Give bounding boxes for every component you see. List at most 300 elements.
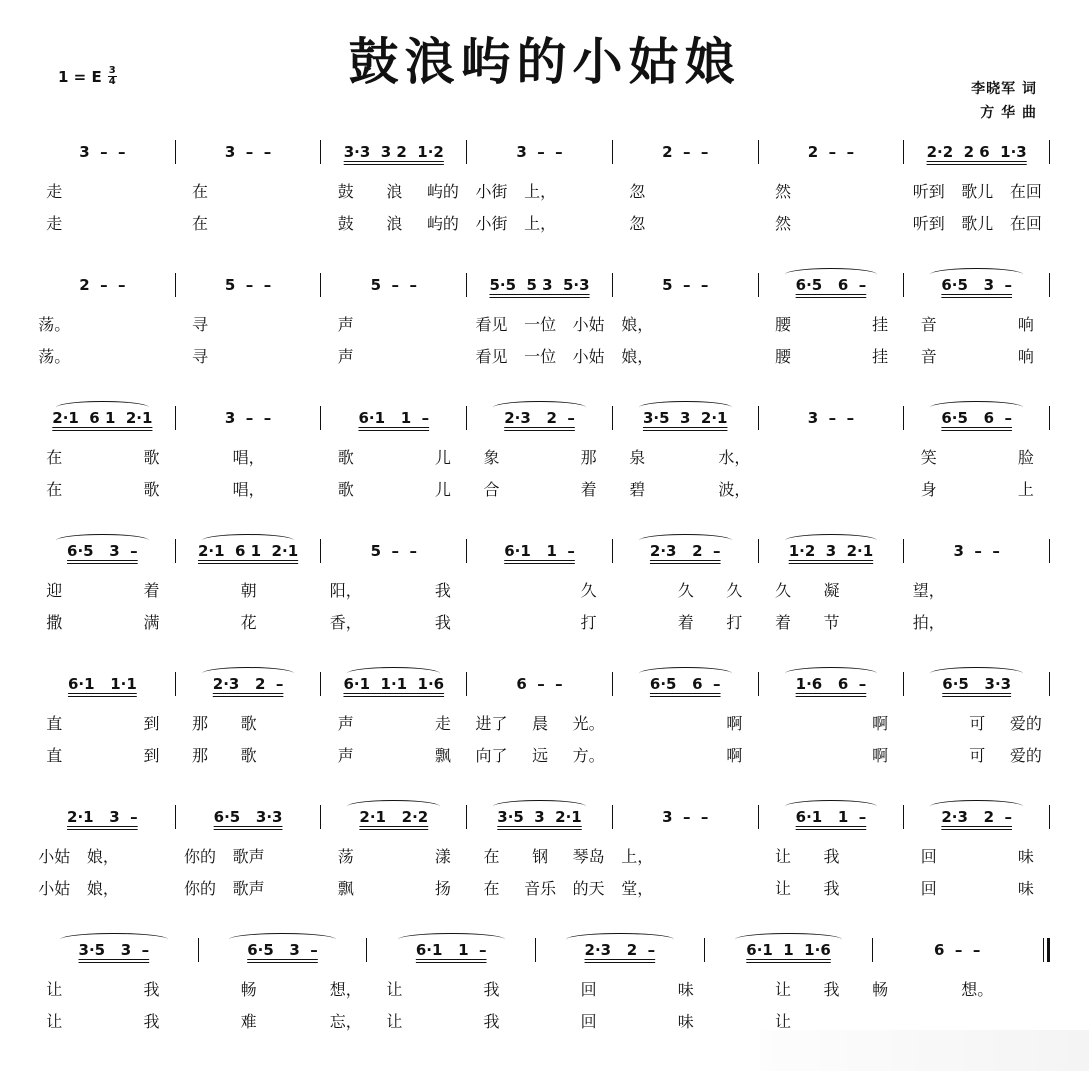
lyric-syllable: 一位 (524, 314, 557, 334)
lyric-syllable: 我 (434, 612, 451, 632)
lyric-syllable: 泉 (629, 447, 646, 467)
lyric-syllable: 走 (46, 213, 63, 233)
watermark-fade (760, 1030, 1089, 1071)
measure (904, 795, 1049, 839)
lyric-syllable: 想。 (961, 979, 994, 999)
lyric-line (30, 472, 1050, 504)
lyric-syllable: 歌 (337, 479, 354, 499)
lyric-syllable: 小街 (475, 181, 508, 201)
lyric-syllable: 我 (483, 1011, 500, 1031)
measure (904, 263, 1049, 307)
lyric-syllable: 歌儿 (961, 181, 994, 201)
lyric-line (30, 706, 1050, 738)
lyric-syllable: 脸 (1017, 447, 1034, 467)
slur-mark (930, 667, 1023, 680)
lyric-syllable: 凝 (823, 580, 840, 600)
slur-mark (60, 933, 167, 946)
measure (321, 662, 466, 706)
measure (30, 130, 175, 174)
lyric-line (30, 440, 1050, 472)
note-group: 6·1 1·1 (67, 675, 137, 693)
slur-mark (347, 800, 440, 813)
measure (467, 529, 612, 573)
measure (904, 529, 1049, 573)
measure (705, 928, 873, 972)
notes-row (30, 263, 1050, 307)
lyric-syllable: 小姑 (572, 314, 605, 334)
measure (759, 529, 904, 573)
lyric-syllable: 可 (969, 713, 986, 733)
measure (759, 396, 904, 440)
measure (321, 529, 466, 573)
lyric-syllable: 上 (1017, 479, 1034, 499)
slur-mark (398, 933, 505, 946)
slur-mark (347, 667, 440, 680)
note-group: 5 – – (224, 276, 272, 294)
note-group: 3·5 3 2·1 (642, 409, 728, 427)
key-signature (58, 66, 117, 87)
lyric-syllable: 声 (337, 745, 354, 765)
lyric-syllable: 看见 (475, 346, 508, 366)
note-group: 2·3 2 – (584, 941, 656, 959)
note-group: 3 – – (953, 542, 1000, 560)
note-group: 3 – – (516, 143, 563, 161)
lyric-syllable: 荡。 (38, 314, 71, 334)
lyric-syllable: 味 (677, 979, 694, 999)
score-system (30, 529, 1050, 662)
score-system (30, 662, 1050, 795)
lyric-syllable: 屿的 (426, 213, 459, 233)
notes-row (30, 529, 1050, 573)
slur-mark (56, 534, 149, 547)
lyric-syllable: 畅 (240, 979, 257, 999)
lyric-syllable: 在回 (1009, 213, 1042, 233)
measure (904, 396, 1049, 440)
lyric-syllable: 小姑 (38, 846, 71, 866)
measure (30, 662, 175, 706)
barline (1049, 406, 1050, 430)
note-group: 6·1 1 – (504, 542, 575, 560)
lyric-syllable: 唱， (232, 447, 265, 467)
lyric-syllable: 回 (920, 878, 937, 898)
lyric-syllable: 儿 (434, 479, 451, 499)
note-group: 5 – – (662, 276, 709, 294)
lyric-syllable: 久 (677, 580, 694, 600)
measure (30, 795, 175, 839)
measure (904, 662, 1049, 706)
lyric-syllable: 歌 (337, 447, 354, 467)
note-group: 1·2 3 2·1 (788, 542, 874, 560)
lyric-line (30, 839, 1050, 871)
lyric-syllable: 那 (192, 745, 209, 765)
key-label: 1 = E (58, 67, 102, 86)
measure (367, 928, 535, 972)
lyric-syllable: 琴岛 (572, 846, 605, 866)
lyric-syllable: 我 (434, 580, 451, 600)
note-group: 6·1 1 – (358, 409, 430, 427)
lyric-syllable: 娘， (86, 878, 119, 898)
lyric-line (30, 174, 1050, 206)
slur-mark (735, 933, 842, 946)
lyric-syllable: 钢 (532, 846, 549, 866)
lyric-syllable: 啊 (872, 713, 889, 733)
lyric-syllable: 香， (329, 612, 362, 632)
barline (1049, 273, 1050, 297)
lyric-syllable: 打 (580, 612, 597, 632)
lyric-syllable: 浪 (386, 213, 403, 233)
lyric-syllable: 波， (718, 479, 751, 499)
lyric-syllable: 啊 (726, 745, 743, 765)
lyric-syllable: 让 (46, 979, 63, 999)
lyric-syllable: 到 (143, 745, 160, 765)
measure (176, 795, 321, 839)
measure (759, 662, 904, 706)
note-group: 6·5 3·3 (942, 675, 1012, 693)
measure (30, 928, 198, 972)
lyric-syllable: 腰 (774, 314, 791, 334)
note-group: 3 – – (79, 143, 126, 161)
lyric-syllable: 味 (677, 1011, 694, 1031)
lyric-syllable: 回 (580, 979, 597, 999)
barline (1049, 805, 1050, 829)
lyric-syllable: 飘 (434, 745, 451, 765)
note-group: 2·2 2 6 1·3 (926, 143, 1027, 161)
lyric-syllable: 娘， (86, 846, 119, 866)
lyric-syllable: 在 (483, 878, 500, 898)
measure (467, 396, 612, 440)
lyric-syllable: 忽 (629, 213, 646, 233)
lyric-syllable: 啊 (726, 713, 743, 733)
lyric-syllable: 啊 (872, 745, 889, 765)
lyric-syllable: 上， (621, 846, 654, 866)
measure (613, 396, 758, 440)
note-group: 2·3 2 – (649, 542, 721, 560)
measure (873, 928, 1041, 972)
lyric-syllable: 象 (483, 447, 500, 467)
lyric-syllable: 我 (483, 979, 500, 999)
note-group: 6·5 3 – (941, 276, 1012, 294)
measure (467, 263, 612, 307)
lyric-syllable: 撒 (46, 612, 63, 632)
lyric-syllable: 响 (1017, 314, 1034, 334)
note-group: 2·3 2 – (941, 808, 1012, 826)
slur-mark (639, 667, 732, 680)
lyric-syllable: 爱的 (1009, 713, 1042, 733)
note-group: 1·6 6 – (795, 675, 867, 693)
lyric-syllable: 小姑 (38, 878, 71, 898)
measure (321, 130, 466, 174)
lyric-syllable: 上， (524, 181, 557, 201)
lyric-syllable: 着 (143, 580, 160, 600)
note-group: 6·5 6 – (795, 276, 867, 294)
note-group: 3 – – (224, 409, 272, 427)
lyric-syllable: 着 (580, 479, 597, 499)
notes-row (30, 928, 1050, 972)
measure (759, 130, 904, 174)
note-group: 6 – – (934, 941, 981, 959)
lyric-syllable: 直 (46, 745, 63, 765)
slur-mark (785, 667, 878, 680)
score-system (30, 263, 1050, 396)
note-group: 3·3 3 2 1·2 (343, 143, 444, 161)
slur-mark (639, 534, 732, 547)
lyric-syllable: 拍， (912, 612, 945, 632)
measure (30, 396, 175, 440)
measure (759, 263, 904, 307)
lyric-syllable: 音 (920, 314, 937, 334)
slur-mark (785, 268, 878, 281)
slur-mark (56, 401, 149, 414)
lyric-syllable: 着 (774, 612, 791, 632)
lyric-line (30, 972, 1050, 1004)
lyric-syllable: 满 (143, 612, 160, 632)
note-group: 2·3 2 – (212, 675, 284, 693)
note-group: 2 – – (79, 276, 126, 294)
lyric-syllable: 歌 (143, 447, 160, 467)
slur-mark (785, 800, 878, 813)
lyric-line (30, 339, 1050, 371)
note-group: 6 – – (516, 675, 563, 693)
lyric-syllable: 望， (912, 580, 945, 600)
lyric-syllable: 挂 (872, 346, 889, 366)
lyric-syllable: 儿 (434, 447, 451, 467)
note-group: 3 – – (662, 808, 709, 826)
lyric-syllable: 在 (192, 181, 209, 201)
lyric-syllable: 久 (774, 580, 791, 600)
lyric-syllable: 你的 (184, 846, 217, 866)
note-group: 6·5 6 – (649, 675, 721, 693)
lyric-syllable: 走 (434, 713, 451, 733)
slur-mark (785, 534, 878, 547)
lyric-syllable: 味 (1017, 878, 1034, 898)
measure (176, 130, 321, 174)
note-group: 5 – – (370, 276, 417, 294)
lyric-syllable: 在 (192, 213, 209, 233)
lyric-syllable: 笑 (920, 447, 937, 467)
lyric-syllable: 着 (677, 612, 694, 632)
lyric-syllable: 想， (329, 979, 362, 999)
measure (321, 396, 466, 440)
measure (30, 263, 175, 307)
lyric-syllable: 迎 (46, 580, 63, 600)
lyric-syllable: 我 (823, 846, 840, 866)
lyric-syllable: 让 (386, 979, 403, 999)
slur-mark (930, 800, 1023, 813)
lyric-syllable: 的天 (572, 878, 605, 898)
final-barline (1043, 938, 1050, 962)
note-group: 3·5 3 2·1 (497, 808, 582, 826)
note-group: 6·1 1 – (795, 808, 867, 826)
song-title: 鼓浪屿的小姑娘 (348, 32, 741, 91)
lyric-syllable: 那 (580, 447, 597, 467)
lyric-syllable: 歌 (240, 745, 257, 765)
lyric-line (30, 738, 1050, 770)
lyric-syllable: 声 (337, 713, 354, 733)
lyric-syllable: 寻 (192, 314, 209, 334)
note-group: 3 – – (224, 143, 272, 161)
measure (613, 529, 758, 573)
lyric-syllable: 然 (774, 213, 791, 233)
lyric-syllable: 让 (774, 1011, 791, 1031)
lyric-syllable: 回 (580, 1011, 597, 1031)
lyric-syllable: 爱的 (1009, 745, 1042, 765)
lyric-syllable: 让 (774, 846, 791, 866)
lyric-syllable: 畅 (872, 979, 889, 999)
note-group: 2 – – (662, 143, 709, 161)
composer-credit: 方 华 曲 (980, 105, 1037, 121)
lyric-syllable: 漾 (434, 846, 451, 866)
lyric-syllable: 久 (580, 580, 597, 600)
slur-mark (493, 401, 586, 414)
lyric-line (30, 573, 1050, 605)
lyric-syllable: 荡 (337, 846, 354, 866)
time-top: 3 (108, 65, 116, 76)
lyric-syllable: 花 (240, 612, 257, 632)
lyric-syllable: 节 (823, 612, 840, 632)
lyric-syllable: 小街 (475, 213, 508, 233)
lyric-syllable: 碧 (629, 479, 646, 499)
lyric-syllable: 响 (1017, 346, 1034, 366)
lyric-syllable: 歌 (143, 479, 160, 499)
measure (467, 130, 612, 174)
lyric-syllable: 扬 (434, 878, 451, 898)
notes-row (30, 662, 1050, 706)
note-group: 6·1 1 – (415, 941, 487, 959)
note-group: 5 – – (370, 542, 417, 560)
slur-mark (202, 667, 295, 680)
slur-mark (493, 800, 586, 813)
note-group: 2·1 6 1 2·1 (198, 542, 299, 560)
notes-row (30, 795, 1050, 839)
measure (613, 263, 758, 307)
lyric-syllable: 歌声 (232, 846, 265, 866)
lyric-syllable: 在 (46, 479, 63, 499)
note-group: 6·5 3 – (247, 941, 318, 959)
slur-mark (930, 268, 1023, 281)
note-group: 6·5 3·3 (213, 808, 283, 826)
lyric-syllable: 看见 (475, 314, 508, 334)
lyric-syllable: 远 (532, 745, 549, 765)
measure (467, 795, 612, 839)
measure (30, 529, 175, 573)
measure (613, 130, 758, 174)
measure (176, 529, 321, 573)
lyric-syllable: 然 (774, 181, 791, 201)
lyric-syllable: 让 (774, 979, 791, 999)
lyric-syllable: 歌声 (232, 878, 265, 898)
lyric-syllable: 让 (46, 1011, 63, 1031)
lyric-syllable: 唱， (232, 479, 265, 499)
lyric-syllable: 歌儿 (961, 213, 994, 233)
lyric-syllable: 寻 (192, 346, 209, 366)
lyric-syllable: 音乐 (524, 878, 557, 898)
score (30, 130, 1050, 1061)
lyric-syllable: 让 (386, 1011, 403, 1031)
lyric-syllable: 歌 (240, 713, 257, 733)
lyric-syllable: 打 (726, 612, 743, 632)
lyric-syllable: 我 (143, 1011, 160, 1031)
lyric-syllable: 忘， (329, 1011, 362, 1031)
lyric-syllable: 声 (337, 314, 354, 334)
note-group: 5·5 5 3 5·3 (489, 276, 590, 294)
lyric-syllable: 我 (823, 878, 840, 898)
lyric-syllable: 水， (718, 447, 751, 467)
lyric-syllable: 鼓 (337, 181, 354, 201)
lyric-syllable: 浪 (386, 181, 403, 201)
lyric-syllable: 飘 (337, 878, 354, 898)
measure (321, 263, 466, 307)
barline (1049, 672, 1050, 696)
lyric-syllable: 直 (46, 713, 63, 733)
lyric-line (30, 871, 1050, 903)
measure (467, 662, 612, 706)
lyric-syllable: 味 (1017, 846, 1034, 866)
note-group: 2·1 3 – (67, 808, 138, 826)
note-group: 3 – – (807, 409, 855, 427)
barline (1049, 140, 1050, 164)
lyric-syllable: 走 (46, 181, 63, 201)
measure (321, 795, 466, 839)
lyric-syllable: 音 (920, 346, 937, 366)
lyric-syllable: 在回 (1009, 181, 1042, 201)
slur-mark (229, 933, 336, 946)
score-system (30, 396, 1050, 529)
note-group: 2 – – (807, 143, 855, 161)
lyric-syllable: 娘， (621, 314, 654, 334)
lyric-syllable: 一位 (524, 346, 557, 366)
lyric-syllable: 在 (46, 447, 63, 467)
measure (613, 795, 758, 839)
lyric-syllable: 堂， (621, 878, 654, 898)
lyric-syllable: 可 (969, 745, 986, 765)
lyric-syllable: 声 (337, 346, 354, 366)
time-bottom: 4 (108, 76, 116, 87)
lyric-syllable: 上， (524, 213, 557, 233)
measure (904, 130, 1049, 174)
measure (176, 396, 321, 440)
lyric-syllable: 腰 (774, 346, 791, 366)
note-group: 2·3 2 – (504, 409, 575, 427)
lyric-syllable: 我 (143, 979, 160, 999)
lyric-syllable: 挂 (872, 314, 889, 334)
lyric-syllable: 你的 (184, 878, 217, 898)
slur-mark (930, 401, 1023, 414)
lyric-syllable: 娘， (621, 346, 654, 366)
lyric-line (30, 605, 1050, 637)
notes-row (30, 130, 1050, 174)
measure (199, 928, 367, 972)
measure (176, 662, 321, 706)
lyric-syllable: 回 (920, 846, 937, 866)
lyric-syllable: 让 (774, 878, 791, 898)
note-group: 6·5 3 – (67, 542, 138, 560)
note-group: 6·1 1 1·6 (746, 941, 831, 959)
measure (613, 662, 758, 706)
slur-mark (566, 933, 673, 946)
lyric-syllable: 屿的 (426, 181, 459, 201)
lyric-syllable: 小姑 (572, 346, 605, 366)
lyric-syllable: 听到 (912, 181, 945, 201)
lyric-syllable: 荡。 (38, 346, 71, 366)
lyric-syllable: 朝 (240, 580, 257, 600)
note-group: 3·5 3 – (78, 941, 150, 959)
score-system (30, 795, 1050, 928)
slur-mark (639, 401, 732, 414)
note-group: 2·1 6 1 2·1 (52, 409, 153, 427)
lyric-syllable: 我 (823, 979, 840, 999)
lyric-syllable: 听到 (912, 213, 945, 233)
lyric-syllable: 到 (143, 713, 160, 733)
